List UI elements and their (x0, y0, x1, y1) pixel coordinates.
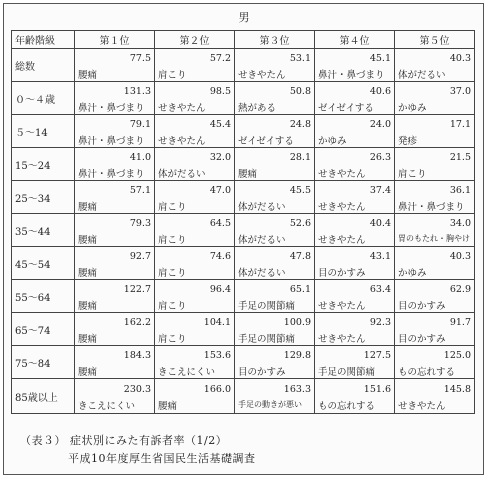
complaint-rate: 21.5 (449, 152, 471, 163)
symptom-name: 手足の関節痛 (238, 301, 296, 312)
symptom-name: 胃のもたれ・胸やけ (398, 234, 470, 243)
complaint-rate: 43.1 (369, 251, 391, 262)
rank-cell (155, 379, 235, 414)
rank-cell (75, 181, 155, 214)
rank-cell (155, 313, 235, 346)
rank-cell (75, 82, 155, 115)
symptom-name: 腰痛 (78, 235, 98, 246)
symptom-name: 体がだるい (238, 235, 286, 246)
symptom-name: せきやたん (398, 401, 446, 412)
age-group-label: 45～54 (12, 247, 75, 280)
age-group-label: 75～84 (12, 346, 75, 379)
symptom-name: せきやたん (238, 70, 286, 81)
complaint-rate: 37.0 (449, 86, 471, 97)
rank-cell (315, 49, 395, 82)
symptom-name: 肩こり (158, 268, 187, 279)
complaint-rate: 45.4 (209, 119, 231, 130)
rank-cell (315, 313, 395, 346)
complaint-rate: 63.4 (369, 284, 391, 295)
rank-cell (75, 49, 155, 82)
complaint-rate: 131.3 (123, 86, 151, 97)
complaint-rate: 40.3 (449, 53, 471, 64)
symptom-name: 肩こり (158, 235, 187, 246)
complaint-rate: 40.4 (369, 218, 391, 229)
complaint-rate: 74.6 (209, 251, 231, 262)
complaint-rate: 162.2 (123, 317, 151, 328)
complaint-rate: 50.8 (289, 86, 311, 97)
rank-cell (235, 247, 315, 280)
rank-cell (395, 82, 475, 115)
complaint-rate: 26.3 (369, 152, 391, 163)
symptom-name: 体がだるい (238, 202, 286, 213)
symptom-name: 目のかすみ (398, 301, 446, 312)
rank-cell (315, 82, 395, 115)
symptom-name: せきやたん (318, 301, 366, 312)
complaint-rate: 122.7 (123, 284, 151, 295)
symptom-name: かゆみ (398, 268, 427, 279)
symptom-name: 腰痛 (78, 70, 98, 81)
symptom-name: 腰痛 (238, 169, 258, 180)
symptom-name: 肩こり (158, 301, 187, 312)
symptom-name: ゼイゼイする (238, 136, 294, 147)
rank-cell (75, 346, 155, 379)
symptom-name: 鼻汁・鼻づまり (318, 70, 385, 81)
rank-cell (395, 313, 475, 346)
rank-cell (235, 82, 315, 115)
complaint-rate: 79.3 (129, 218, 151, 229)
symptom-name: 発疹 (398, 136, 418, 147)
symptom-name: 腰痛 (78, 268, 98, 279)
rank-cell (235, 280, 315, 313)
complaint-rate: 153.6 (203, 350, 231, 361)
symptom-name: 手足の関節痛 (238, 334, 296, 345)
rank-cell (315, 280, 395, 313)
symptom-name: 鼻汁・鼻づまり (78, 136, 145, 147)
rank-cell (395, 214, 475, 247)
age-group-label: ０～４歳 (12, 82, 75, 115)
header-rank-1: 第１位 (75, 31, 155, 49)
table-row (12, 214, 475, 247)
rank-cell (155, 280, 235, 313)
complaint-rate: 184.3 (123, 350, 151, 361)
rank-cell (395, 379, 475, 414)
header-rank-3: 第３位 (235, 31, 315, 49)
symptom-name: きこえにくい (78, 401, 136, 412)
symptom-name: ゼイゼイする (318, 103, 374, 114)
rank-cell (395, 115, 475, 148)
table-row (12, 313, 475, 346)
symptom-name: 肩こり (158, 70, 187, 81)
rank-cell (155, 181, 235, 214)
complaint-rate: 79.1 (129, 119, 151, 130)
symptom-name: せきやたん (158, 136, 206, 147)
rank-cell (315, 346, 395, 379)
symptom-name: せきやたん (318, 169, 366, 180)
symptom-name: 腰痛 (158, 401, 178, 412)
symptom-name: もの忘れする (398, 367, 456, 378)
complaint-rate: 65.1 (289, 284, 311, 295)
complaint-rate: 96.4 (209, 284, 231, 295)
symptom-name: 体がだるい (158, 169, 206, 180)
rank-cell (155, 247, 235, 280)
symptom-name: 腰痛 (78, 202, 98, 213)
table-row (12, 346, 475, 379)
symptom-name: せきやたん (318, 202, 366, 213)
caption-source: 平成10年度厚生省国民生活基礎調査 (68, 452, 256, 465)
header-rank-5: 第５位 (395, 31, 475, 49)
table-row (12, 148, 475, 181)
rank-cell (395, 181, 475, 214)
rank-cell (75, 115, 155, 148)
rank-cell (75, 313, 155, 346)
table-row (12, 181, 475, 214)
age-group-label: 25～34 (12, 181, 75, 214)
table-row (12, 247, 475, 280)
rank-cell (155, 214, 235, 247)
rank-cell (395, 148, 475, 181)
complaint-rate: 57.1 (129, 185, 151, 196)
rank-cell (315, 214, 395, 247)
complaint-rate: 163.3 (283, 384, 311, 395)
rank-cell (235, 148, 315, 181)
complaint-rate: 32.0 (209, 152, 231, 163)
header-rank-2: 第２位 (155, 31, 235, 49)
complaint-rate: 24.8 (289, 119, 311, 130)
complaint-rate: 125.0 (443, 350, 471, 361)
age-group-label: 総数 (12, 49, 75, 82)
symptom-name: せきやたん (318, 334, 366, 345)
rank-cell (75, 148, 155, 181)
table-title: 男 (238, 11, 251, 24)
caption-title: （表３） 症状別にみた有訴者率（1/2） (20, 434, 228, 447)
complaint-rate: 77.5 (129, 53, 151, 64)
symptom-name: 鼻汁・鼻づまり (398, 202, 465, 213)
rank-cell (155, 115, 235, 148)
rank-cell (235, 313, 315, 346)
symptom-name: きこえにくい (158, 367, 216, 378)
symptom-name: 鼻汁・鼻づまり (78, 103, 145, 114)
complaint-rate: 129.8 (283, 350, 311, 361)
symptom-name: 熱がある (238, 103, 277, 114)
symptom-name: 鼻汁・鼻づまり (78, 169, 145, 180)
symptom-table (11, 30, 475, 414)
symptom-name: せきやたん (158, 103, 206, 114)
symptom-name: 腰痛 (78, 367, 98, 378)
header-row (12, 31, 475, 49)
header-rank-4: 第４位 (315, 31, 395, 49)
age-group-label: 35～44 (12, 214, 75, 247)
symptom-name: 手足の動きが悪い (238, 400, 302, 409)
complaint-rate: 166.0 (203, 384, 231, 395)
complaint-rate: 41.0 (129, 152, 151, 163)
rank-cell (395, 280, 475, 313)
complaint-rate: 28.1 (289, 152, 311, 163)
rank-cell (235, 346, 315, 379)
rank-cell (235, 115, 315, 148)
complaint-rate: 145.8 (443, 384, 471, 395)
header-age-group: 年齢階級 (12, 31, 75, 49)
symptom-name: 腰痛 (78, 301, 98, 312)
complaint-rate: 37.4 (369, 185, 391, 196)
symptom-name: 肩こり (398, 169, 427, 180)
complaint-rate: 62.9 (449, 284, 471, 295)
symptom-name: 肩こり (158, 334, 187, 345)
complaint-rate: 45.5 (289, 185, 311, 196)
symptom-name: 腰痛 (78, 334, 98, 345)
age-group-label: 15～24 (12, 148, 75, 181)
rank-cell (155, 82, 235, 115)
symptom-name: 手足の関節痛 (318, 367, 376, 378)
rank-cell (315, 115, 395, 148)
complaint-rate: 17.1 (449, 119, 471, 130)
rank-cell (75, 379, 155, 414)
complaint-rate: 53.1 (289, 53, 311, 64)
rank-cell (235, 49, 315, 82)
rank-cell (395, 346, 475, 379)
complaint-rate: 36.1 (449, 185, 471, 196)
complaint-rate: 98.5 (209, 86, 231, 97)
rank-cell (235, 379, 315, 414)
symptom-name: かゆみ (398, 103, 427, 114)
rank-cell (75, 280, 155, 313)
complaint-rate: 47.8 (289, 251, 311, 262)
complaint-rate: 45.1 (369, 53, 391, 64)
rank-cell (155, 346, 235, 379)
symptom-name: 目のかすみ (238, 367, 286, 378)
rank-cell (395, 247, 475, 280)
table-row (12, 115, 475, 148)
complaint-rate: 40.3 (449, 251, 471, 262)
table-row (12, 82, 475, 115)
symptom-name: 目のかすみ (318, 268, 366, 279)
age-group-label: ５～14 (12, 115, 75, 148)
rank-cell (75, 214, 155, 247)
complaint-rate: 92.3 (369, 317, 391, 328)
symptom-name: もの忘れする (318, 401, 376, 412)
complaint-rate: 104.1 (203, 317, 231, 328)
complaint-rate: 230.3 (123, 384, 151, 395)
complaint-rate: 64.5 (209, 218, 231, 229)
rank-cell (315, 181, 395, 214)
symptom-name: せきやたん (318, 235, 366, 246)
complaint-rate: 127.5 (363, 350, 391, 361)
symptom-name: 目のかすみ (398, 334, 446, 345)
complaint-rate: 40.6 (369, 86, 391, 97)
complaint-rate: 92.7 (129, 251, 151, 262)
symptom-name: 体がだるい (398, 70, 446, 81)
rank-cell (155, 49, 235, 82)
rank-cell (235, 181, 315, 214)
complaint-rate: 34.0 (449, 218, 471, 229)
table-row (12, 379, 475, 414)
age-group-label: 85歳以上 (12, 379, 75, 414)
rank-cell (315, 247, 395, 280)
complaint-rate: 91.7 (449, 317, 471, 328)
age-group-label: 55～64 (12, 280, 75, 313)
rank-cell (235, 214, 315, 247)
complaint-rate: 100.9 (283, 317, 311, 328)
rank-cell (315, 148, 395, 181)
age-group-label: 65～74 (12, 313, 75, 346)
complaint-rate: 151.6 (363, 384, 391, 395)
complaint-rate: 47.0 (209, 185, 231, 196)
symptom-name: かゆみ (318, 136, 347, 147)
rank-cell (315, 379, 395, 414)
rank-cell (75, 247, 155, 280)
rank-cell (395, 49, 475, 82)
rank-cell (155, 148, 235, 181)
symptom-name: 体がだるい (238, 268, 286, 279)
table-row (12, 49, 475, 82)
symptom-name: 肩こり (158, 202, 187, 213)
complaint-rate: 57.2 (209, 53, 231, 64)
complaint-rate: 52.6 (289, 218, 311, 229)
table-row (12, 280, 475, 313)
complaint-rate: 24.0 (369, 119, 391, 130)
